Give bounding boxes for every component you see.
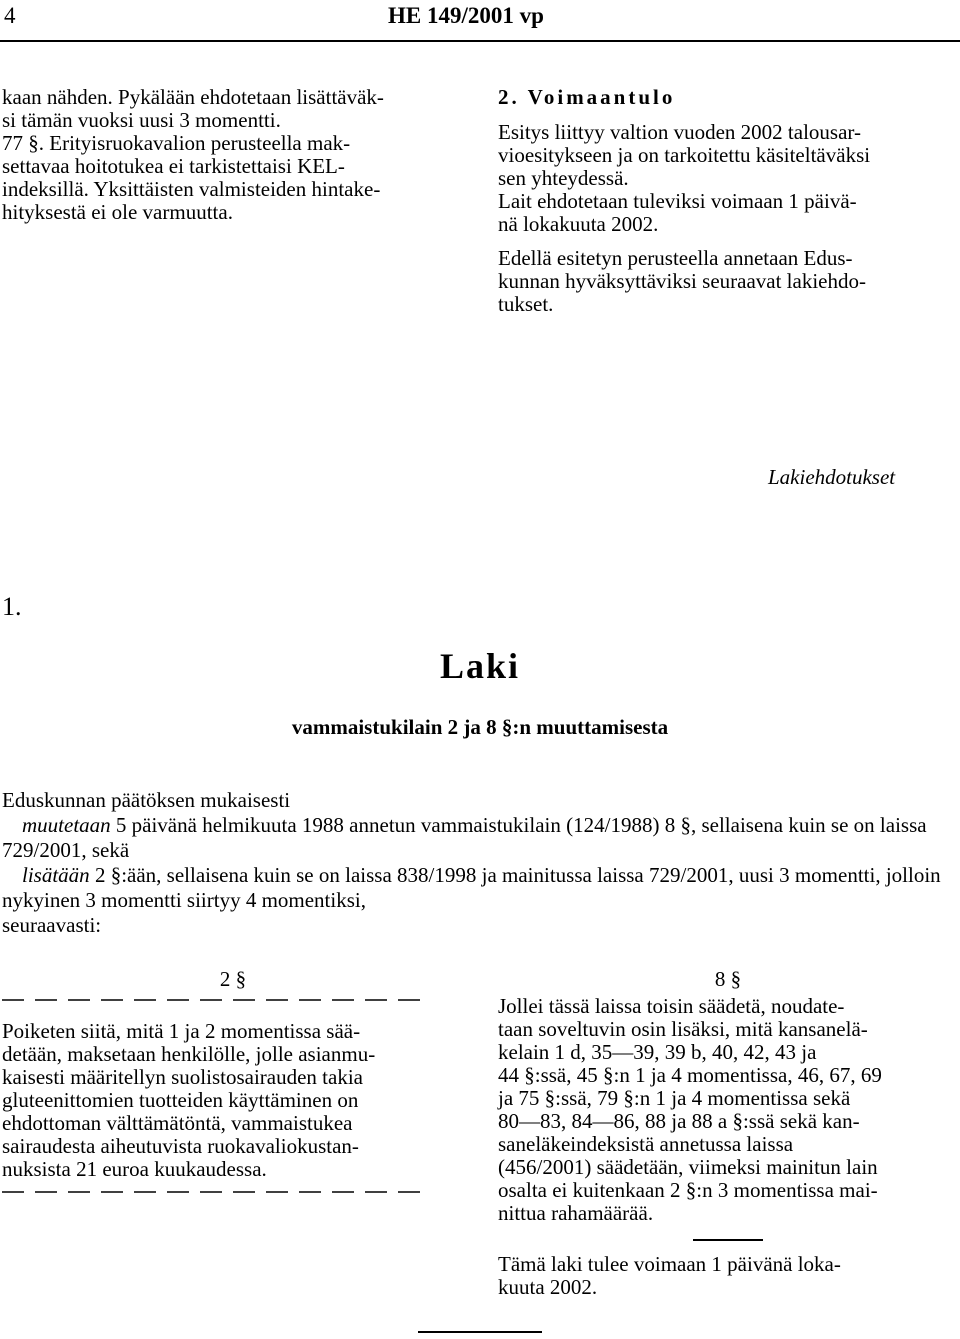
paragraph-edella: Edellä esitetyn perusteella annetaan Edus- kunnan hyväksyttäviksi seuraavat lakiehdo- tukset. <box>498 246 866 316</box>
law-subtitle: vammaistukilain 2 ja 8 §:n muuttamisesta <box>291 715 669 739</box>
omission-dashes-bottom <box>2 1185 464 1208</box>
omission-dashes-top <box>2 993 464 1016</box>
section-2-heading: 2 § <box>219 967 247 991</box>
page-number: 4 <box>4 3 16 28</box>
section-2-body: Poiketen siitä, mitä 1 ja 2 momentissa sää- detään, maksetaan henkilölle, jolle asianmu- kaisesti määritellyn suolistosairauden takia gluteenittomien tuotteiden käyttäminen on ehdottoman välttämätöntä, vammaistukea sairaudesta aiheutuvista ruokavaliokustan- nuksista 21 euroa kuukaudessa. <box>2 1019 376 1181</box>
law-muutetaan <box>2 813 958 863</box>
document-id: HE 149/2001 vp <box>388 3 544 28</box>
section-8-body: Jollei tässä laissa toisin säädetä, noudate- taan soveltuvin osin lisäksi, mitä kansanelä- kelain 1 d, 35—39, 39 b, 40, 42, 43 ja 44 §:ssä, 45 §:n 1 ja 4 momentissa, 46, 67, 69 ja 75 §:ssä, 79 §:n 1 ja 4 momentissa sekä 80—83, 84—86, 88 ja 88 a §:ssä sekä kan- saneläkeindeksistä annetussa laissa (456/2001) säädetään, viimeksi mainitun lain osalta ei kuitenkaan 2 §:n 3 momentissa mai- nittua rahamäärää. <box>498 994 882 1225</box>
right-top-column <box>498 86 958 316</box>
law-seuraavasti: seuraavasti: <box>2 913 102 937</box>
law-intro: Eduskunnan päätöksen mukaisesti <box>2 788 291 812</box>
muutetaan-rest: 5 päivänä helmikuuta 1988 annetun vammaistukilain (124/1988) 8 §, sellaisena kuin se on laissa 729/2001, sekä <box>2 813 927 862</box>
lisataan-rest: 2 §:ään, sellaisena kuin se on laissa 838/1998 ja mainitussa laissa 729/2001, uusi 3 momentti, jolloin nykyinen 3 momentti siirtyy 4 momentiksi, <box>2 863 941 912</box>
law-number: 1. <box>2 592 22 621</box>
lisataan-word: lisätään <box>22 863 90 887</box>
paragraph-esitys: Esitys liittyy valtion vuoden 2002 talousar- vioesitykseen ja on tarkoitettu käsiteltäväksi sen yhteydessä. <box>498 120 871 190</box>
entry-into-force: Tämä laki tulee voimaan 1 päivänä loka- kuuta 2002. <box>498 1252 841 1299</box>
law-intro-block <box>2 788 958 938</box>
lakiehdotukset-heading: Lakiehdotukset <box>768 465 896 489</box>
end-rule <box>418 1331 542 1333</box>
section-8-separator <box>693 1239 763 1241</box>
muutetaan-word: muutetaan <box>22 813 111 837</box>
section-8-column <box>498 968 958 1299</box>
section-2-column <box>2 968 464 1208</box>
section-title-voimaantulo: 2. Voimaantulo <box>498 85 676 109</box>
paragraph-lait: Lait ehdotetaan tuleviksi voimaan 1 päivä- nä lokakuuta 2002. <box>498 189 857 236</box>
header-rule <box>0 40 960 42</box>
law-title: Laki <box>439 646 521 686</box>
section-8-heading: 8 § <box>714 967 742 991</box>
law-lisataan <box>2 863 958 913</box>
left-top-text: kaan nähden. Pykälään ehdotetaan lisättäväk- si tämän vuoksi uusi 3 momentti. 77 §. Erityisruokavalion perusteella mak- settavaa hoitotukea ei tarkistettaisi KEL- indeksillä. Yksittäisten valmisteiden hintake- hityksestä ei ole varmuutta. <box>2 85 384 224</box>
